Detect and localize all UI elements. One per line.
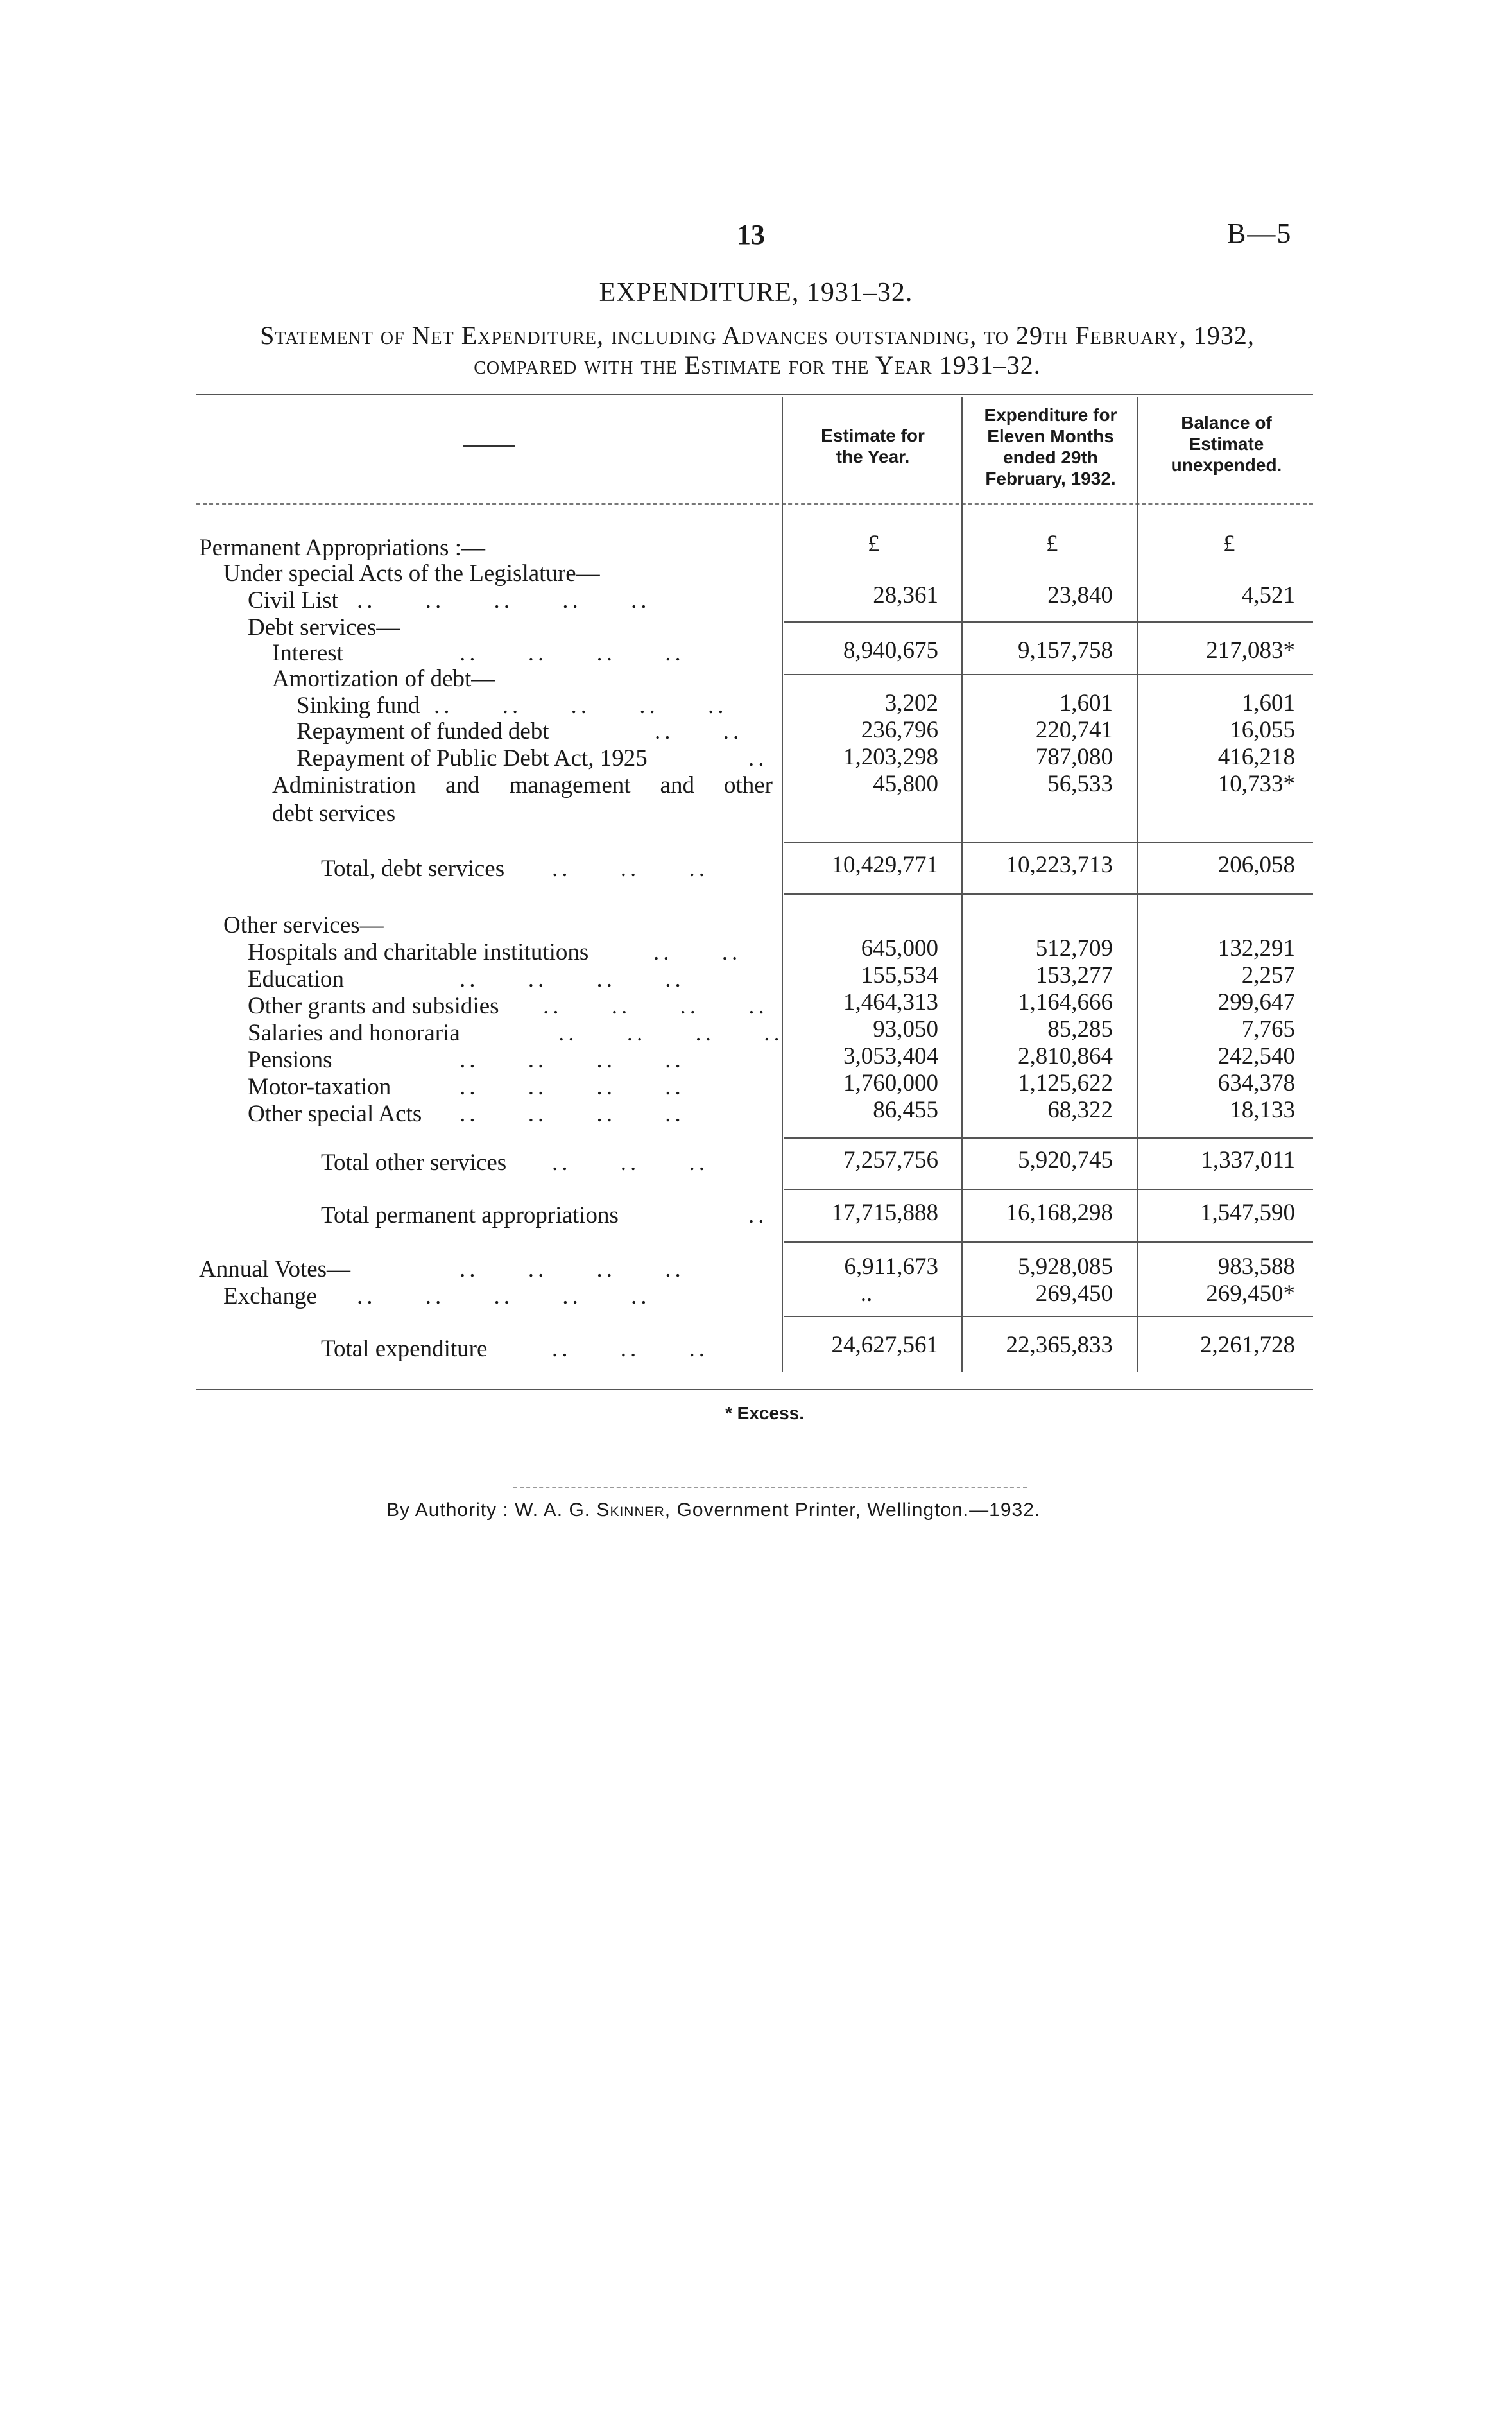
expenditure-cell: 5,928,085: [1018, 1254, 1113, 1280]
expenditure-cell: 5,920,745: [1018, 1147, 1113, 1173]
row-label: Total permanent appropriations: [321, 1202, 619, 1229]
row-rule: [784, 842, 1313, 843]
row-label: Other grants and subsidies: [248, 993, 499, 1019]
document-title: EXPENDITURE, 1931–32.: [599, 278, 913, 307]
estimate-cell: 1,760,000: [843, 1070, 938, 1096]
leader-dots: .. .. .. .. ..: [357, 1283, 651, 1309]
subsection-heading: Under special Acts of the Legislature—: [223, 560, 600, 587]
estimate-cell: 24,627,561: [831, 1332, 938, 1358]
header-line: Estimate for: [821, 426, 925, 445]
row-label: Education: [248, 966, 345, 992]
currency-expenditure: £: [1046, 531, 1058, 557]
balance-cell: 634,378: [1217, 1070, 1295, 1096]
column-rule-1: [782, 397, 783, 1372]
header-line: the Year.: [836, 447, 910, 467]
balance-cell: 4,521: [1241, 582, 1295, 608]
row-label: Total, debt services: [321, 856, 505, 882]
row-label: Repayment of Public Debt Act, 1925: [296, 745, 648, 772]
row-label: Exchange: [223, 1283, 317, 1309]
expenditure-cell: 85,285: [1047, 1016, 1113, 1042]
leader-dots: .. .. .. ..: [460, 640, 685, 666]
row-label: Annual Votes—: [199, 1256, 351, 1282]
leader-dots: .. .. .. ..: [460, 966, 685, 992]
expenditure-cell: 10,223,713: [1006, 852, 1113, 878]
row-label: Civil List: [248, 587, 338, 614]
row-label: Salaries and honoraria: [248, 1020, 460, 1046]
expenditure-column-header: [964, 404, 1137, 489]
expenditure-cell: 22,365,833: [1006, 1332, 1113, 1358]
estimate-cell: 86,455: [873, 1097, 938, 1123]
balance-cell: 983,588: [1217, 1254, 1295, 1280]
row-rule: [784, 1189, 1313, 1190]
document-subtitle: [193, 321, 1322, 380]
expenditure-cell: 9,157,758: [1018, 637, 1113, 664]
estimate-cell: 645,000: [861, 935, 938, 962]
header-line: unexpended.: [1171, 455, 1282, 475]
section-heading: Permanent Appropriations :—: [199, 535, 485, 561]
leader-dots: .. .. .. ..: [460, 1074, 685, 1100]
row-label: Motor-taxation: [248, 1074, 391, 1100]
header-bottom-rule: [196, 503, 1313, 505]
expenditure-cell: 23,840: [1047, 582, 1113, 608]
page-reference: B—5: [1227, 218, 1293, 249]
estimate-cell: 7,257,756: [843, 1147, 938, 1173]
expenditure-cell: 153,277: [1035, 962, 1113, 988]
leader-dots: .. .. .. ..: [543, 993, 768, 1019]
imprint-rule: [513, 1487, 1027, 1488]
estimate-cell: 8,940,675: [843, 637, 938, 664]
balance-cell: 16,055: [1230, 717, 1295, 743]
row-label: Hospitals and charitable institutions: [248, 939, 589, 965]
balance-cell: 2,261,728: [1200, 1332, 1295, 1358]
row-label: Total expenditure: [321, 1336, 488, 1362]
subsection-heading: Other services—: [223, 912, 384, 938]
table-top-rule: [196, 394, 1313, 395]
balance-cell: 217,083*: [1206, 637, 1295, 664]
row-rule: [784, 1316, 1313, 1317]
balance-cell: 299,647: [1217, 989, 1295, 1015]
estimate-cell: 155,534: [861, 962, 938, 988]
imprint-printer-name: W. A. G. Skinner,: [515, 1499, 671, 1521]
balance-column-header: [1140, 412, 1313, 476]
row-rule: [784, 1241, 1313, 1243]
imprint: [386, 1499, 1040, 1521]
imprint-rest: Government Printer, Wellington.—1932.: [676, 1499, 1041, 1521]
leader-dots: .. .. .. ..: [460, 1101, 685, 1127]
row-label: Administration and management and other: [272, 772, 773, 798]
leader-dots: .. .. .. ..: [460, 1256, 685, 1282]
subtitle-line-2: compared with the Estimate for the Year 1931–32.: [474, 350, 1041, 379]
balance-cell: 416,218: [1217, 744, 1295, 770]
leader-dots: ..: [748, 745, 768, 772]
leader-dots: .. .. .. ..: [558, 1020, 784, 1046]
estimate-cell: ..: [860, 1281, 873, 1307]
expenditure-cell: 269,450: [1035, 1281, 1113, 1307]
expenditure-cell: 220,741: [1035, 717, 1113, 743]
estimate-cell: 1,464,313: [843, 989, 938, 1015]
row-rule: [784, 621, 1313, 623]
subtitle-line-1: Statement of Net Expenditure, including Advances outstanding, to 29th February, 1932,: [260, 321, 1255, 350]
balance-cell: 1,547,590: [1200, 1200, 1295, 1226]
estimate-cell: 45,800: [873, 771, 938, 797]
estimate-cell: 28,361: [873, 582, 938, 608]
balance-cell: 1,337,011: [1201, 1147, 1295, 1173]
header-line: February, 1932.: [985, 469, 1116, 488]
estimate-column-header: [784, 425, 961, 467]
leader-dots: .. .. .. ..: [460, 1047, 685, 1073]
leader-dots: .. ..: [655, 718, 743, 745]
expenditure-cell: 2,810,864: [1018, 1043, 1113, 1069]
leader-dots: ..: [748, 1202, 768, 1229]
balance-cell: 7,765: [1241, 1016, 1295, 1042]
leader-dots: .. ..: [653, 939, 742, 965]
balance-cell: 18,133: [1230, 1097, 1295, 1123]
estimate-cell: 236,796: [861, 717, 938, 743]
estimate-cell: 3,053,404: [843, 1043, 938, 1069]
expenditure-cell: 1,164,666: [1018, 989, 1113, 1015]
row-rule: [784, 893, 1313, 895]
row-label: Sinking fund: [296, 693, 420, 719]
column-rule-3: [1137, 397, 1138, 1372]
row-label-continued: debt services: [272, 800, 396, 827]
estimate-cell: 10,429,771: [831, 852, 938, 878]
header-line: ended 29th: [1003, 447, 1098, 467]
balance-cell: 2,257: [1241, 962, 1295, 988]
currency-balance: £: [1223, 531, 1235, 557]
expenditure-cell: 512,709: [1035, 935, 1113, 962]
estimate-cell: 1,203,298: [843, 744, 938, 770]
row-rule: [784, 674, 1313, 675]
leader-dots: .. .. ..: [552, 1336, 709, 1362]
subsection-heading: Amortization of debt—: [272, 666, 495, 692]
leader-dots: .. .. .. .. ..: [434, 693, 728, 719]
column-rule-2: [961, 397, 963, 1372]
balance-cell: 10,733*: [1217, 771, 1295, 797]
balance-cell: 242,540: [1217, 1043, 1295, 1069]
label-column-dash: [463, 445, 515, 447]
estimate-cell: 17,715,888: [831, 1200, 938, 1226]
balance-cell: 206,058: [1217, 852, 1295, 878]
expenditure-cell: 56,533: [1047, 771, 1113, 797]
header-line: Expenditure for: [984, 405, 1117, 425]
expenditure-cell: 1,601: [1059, 690, 1113, 716]
header-line: Estimate: [1189, 434, 1264, 454]
row-label: Total other services: [321, 1150, 507, 1176]
expenditure-cell: 1,125,622: [1018, 1070, 1113, 1096]
header-line: Balance of: [1181, 413, 1272, 433]
expenditure-cell: 68,322: [1047, 1097, 1113, 1123]
leader-dots: .. .. ..: [552, 856, 709, 882]
balance-cell: 1,601: [1241, 690, 1295, 716]
subsection-heading: Debt services—: [248, 614, 400, 641]
row-label: Pensions: [248, 1047, 332, 1073]
row-label: Interest: [272, 640, 343, 666]
footnote: * Excess.: [725, 1403, 804, 1423]
page-number: 13: [737, 219, 765, 250]
estimate-cell: 6,911,673: [844, 1254, 938, 1280]
leader-dots: .. .. ..: [552, 1150, 709, 1176]
balance-cell: 269,450*: [1206, 1281, 1295, 1307]
header-line: Eleven Months: [987, 426, 1114, 446]
estimate-cell: 93,050: [873, 1016, 938, 1042]
expenditure-cell: 16,168,298: [1006, 1200, 1113, 1226]
table-bottom-rule: [196, 1389, 1313, 1390]
balance-cell: 132,291: [1217, 935, 1295, 962]
currency-estimate: £: [868, 531, 880, 557]
row-rule: [784, 1137, 1313, 1139]
imprint-prefix: By Authority :: [386, 1499, 509, 1521]
leader-dots: .. .. .. .. ..: [357, 587, 651, 614]
expenditure-cell: 787,080: [1035, 744, 1113, 770]
estimate-cell: 3,202: [884, 690, 938, 716]
row-label: Repayment of funded debt: [296, 718, 549, 745]
row-label: Other special Acts: [248, 1101, 422, 1127]
